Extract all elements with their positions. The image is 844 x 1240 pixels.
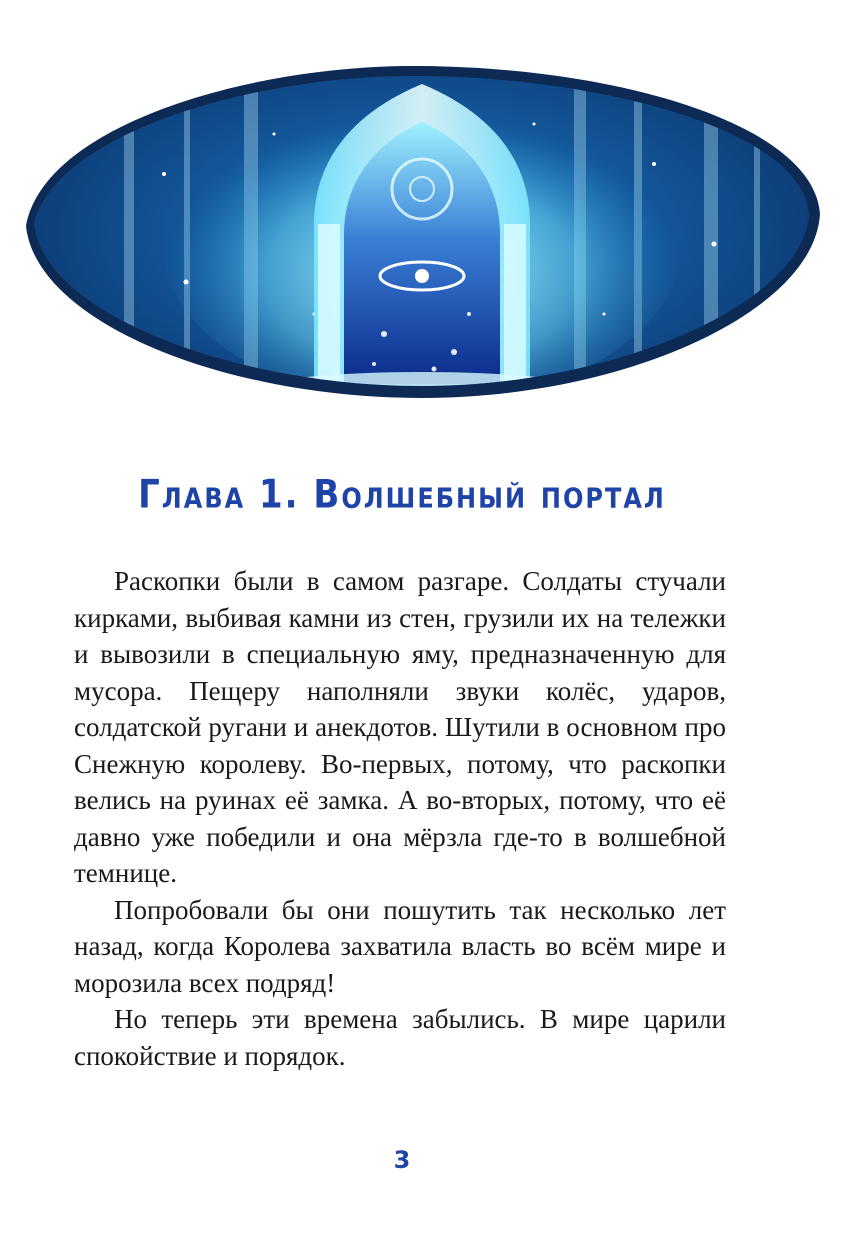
page-number: 3 <box>393 1146 411 1174</box>
paragraph: Попробовали бы они пошутить так несколько лет назад, когда Королева захватила власть во всём мире и морозила всех подряд! <box>74 894 726 998</box>
paragraph: Раскопки были в самом разгаре. Солдаты стучали кирками, выбивая камни из стен, грузили их на тележки и вывозили в специальную яму, предназначенную для мусора. Пещеру наполняли звуки колёс, ударов, солдатской ругани и анекдотов. Шутили в основном про Снежную королеву. Во-первых, потому, что раскопки велись на руинах её замка. А во-вторых, потому, что её давно уже победили и она мёрзла где-то в волшебной темнице. <box>74 566 726 888</box>
ice-portal-illustration <box>14 14 830 410</box>
chapter-title: Глава 1. Волшебный портал <box>138 472 666 518</box>
body-text <box>74 563 726 1074</box>
paragraph: Но теперь эти времена забылись. В мире царили спокойствие и порядок. <box>74 1004 726 1071</box>
